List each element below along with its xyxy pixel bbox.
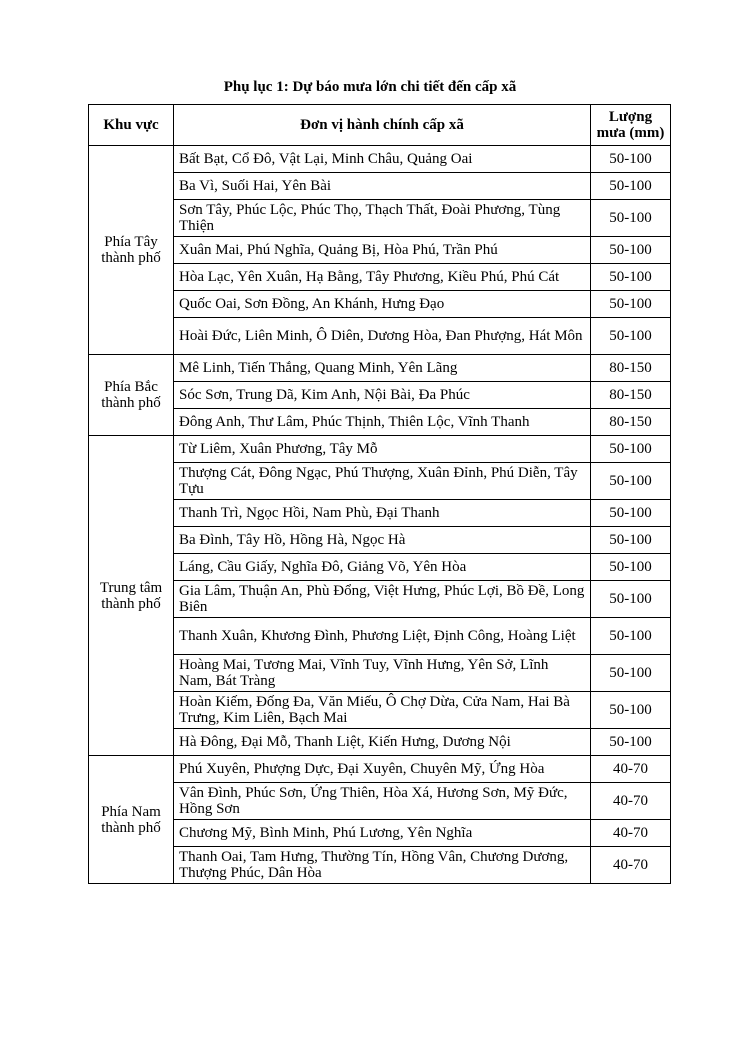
rainfall-cell: 50-100 xyxy=(591,581,671,618)
header-rainfall: Lượng mưa (mm) xyxy=(591,105,671,146)
communes-cell: Xuân Mai, Phú Nghĩa, Quảng Bị, Hòa Phú, Trần Phú xyxy=(174,237,591,264)
table-row xyxy=(89,409,671,436)
communes-cell: Đông Anh, Thư Lâm, Phúc Thịnh, Thiên Lộc, Vĩnh Thanh xyxy=(174,409,591,436)
communes-cell: Gia Lâm, Thuận An, Phù Đổng, Việt Hưng, Phúc Lợi, Bồ Đề, Long Biên xyxy=(174,581,591,618)
rainfall-cell: 50-100 xyxy=(591,436,671,463)
table-row xyxy=(89,655,671,692)
table-row xyxy=(89,291,671,318)
table-row xyxy=(89,527,671,554)
communes-cell: Vân Đình, Phúc Sơn, Ứng Thiên, Hòa Xá, Hương Sơn, Mỹ Đức, Hồng Sơn xyxy=(174,783,591,820)
communes-cell: Hòa Lạc, Yên Xuân, Hạ Bằng, Tây Phương, Kiều Phú, Phú Cát xyxy=(174,264,591,291)
rainfall-cell: 50-100 xyxy=(591,692,671,729)
table-header-row xyxy=(89,105,671,146)
rainfall-cell: 50-100 xyxy=(591,554,671,581)
communes-cell: Hoài Đức, Liên Minh, Ô Diên, Dương Hòa, Đan Phượng, Hát Môn xyxy=(174,318,591,355)
table-row xyxy=(89,173,671,200)
table-row xyxy=(89,382,671,409)
rainfall-cell: 50-100 xyxy=(591,500,671,527)
table-row xyxy=(89,847,671,884)
rainfall-cell: 50-100 xyxy=(591,463,671,500)
page-title: Phụ lục 1: Dự báo mưa lớn chi tiết đến cấp xã xyxy=(223,79,517,95)
rainfall-cell: 40-70 xyxy=(591,847,671,884)
rainfall-cell: 50-100 xyxy=(591,729,671,756)
table-row xyxy=(89,820,671,847)
table-row xyxy=(89,237,671,264)
communes-cell: Thanh Oai, Tam Hưng, Thường Tín, Hồng Vân, Chương Dương, Thượng Phúc, Dân Hòa xyxy=(174,847,591,884)
communes-cell: Thượng Cát, Đông Ngạc, Phú Thượng, Xuân Đỉnh, Phú Diễn, Tây Tựu xyxy=(174,463,591,500)
region-cell: Phía Nam thành phố xyxy=(89,756,174,884)
rainfall-cell: 50-100 xyxy=(591,291,671,318)
rainfall-cell: 50-100 xyxy=(591,527,671,554)
table-row xyxy=(89,692,671,729)
rainfall-cell: 50-100 xyxy=(591,146,671,173)
header-region: Khu vực xyxy=(89,105,174,146)
table-row xyxy=(89,554,671,581)
rainfall-cell: 50-100 xyxy=(591,200,671,237)
rainfall-cell: 50-100 xyxy=(591,618,671,655)
communes-cell: Thanh Xuân, Khương Đình, Phương Liệt, Định Công, Hoàng Liệt xyxy=(174,618,591,655)
rainfall-cell: 80-150 xyxy=(591,409,671,436)
communes-cell: Quốc Oai, Sơn Đồng, An Khánh, Hưng Đạo xyxy=(174,291,591,318)
rainfall-cell: 50-100 xyxy=(591,318,671,355)
rainfall-cell: 80-150 xyxy=(591,382,671,409)
rainfall-cell: 50-100 xyxy=(591,237,671,264)
communes-cell: Sóc Sơn, Trung Dã, Kim Anh, Nội Bài, Đa Phúc xyxy=(174,382,591,409)
table-row xyxy=(89,463,671,500)
table-row xyxy=(89,581,671,618)
communes-cell: Hà Đông, Đại Mỗ, Thanh Liệt, Kiến Hưng, Dương Nội xyxy=(174,729,591,756)
communes-cell: Ba Đình, Tây Hồ, Hồng Hà, Ngọc Hà xyxy=(174,527,591,554)
rainfall-cell: 40-70 xyxy=(591,783,671,820)
table-row xyxy=(89,618,671,655)
table-row xyxy=(89,146,671,173)
rainfall-cell: 40-70 xyxy=(591,820,671,847)
rainfall-cell: 40-70 xyxy=(591,756,671,783)
communes-cell: Hoàn Kiếm, Đống Đa, Văn Miếu, Ô Chợ Dừa, Cửa Nam, Hai Bà Trưng, Kim Liên, Bạch Mai xyxy=(174,692,591,729)
table-row xyxy=(89,264,671,291)
table-row xyxy=(89,318,671,355)
header-admin-unit: Đơn vị hành chính cấp xã xyxy=(174,105,591,146)
communes-cell: Từ Liêm, Xuân Phương, Tây Mỗ xyxy=(174,436,591,463)
communes-cell: Sơn Tây, Phúc Lộc, Phúc Thọ, Thạch Thất, Đoài Phương, Tùng Thiện xyxy=(174,200,591,237)
communes-cell: Mê Linh, Tiến Thắng, Quang Minh, Yên Lãng xyxy=(174,355,591,382)
table-row xyxy=(89,756,671,783)
communes-cell: Bất Bạt, Cổ Đô, Vật Lại, Minh Châu, Quảng Oai xyxy=(174,146,591,173)
table-row xyxy=(89,355,671,382)
region-cell: Phía Tây thành phố xyxy=(89,146,174,355)
region-cell: Trung tâm thành phố xyxy=(89,436,174,756)
table-row xyxy=(89,783,671,820)
table-row xyxy=(89,200,671,237)
communes-cell: Láng, Cầu Giấy, Nghĩa Đô, Giảng Võ, Yên Hòa xyxy=(174,554,591,581)
region-cell: Phía Bắc thành phố xyxy=(89,355,174,436)
communes-cell: Ba Vì, Suối Hai, Yên Bài xyxy=(174,173,591,200)
communes-cell: Hoàng Mai, Tương Mai, Vĩnh Tuy, Vĩnh Hưng, Yên Sở, Lĩnh Nam, Bát Tràng xyxy=(174,655,591,692)
communes-cell: Phú Xuyên, Phượng Dực, Đại Xuyên, Chuyên Mỹ, Ứng Hòa xyxy=(174,756,591,783)
rainfall-forecast-table xyxy=(88,104,671,884)
rainfall-cell: 80-150 xyxy=(591,355,671,382)
rainfall-cell: 50-100 xyxy=(591,264,671,291)
rainfall-cell: 50-100 xyxy=(591,173,671,200)
table-row xyxy=(89,729,671,756)
table-row xyxy=(89,436,671,463)
rainfall-cell: 50-100 xyxy=(591,655,671,692)
communes-cell: Thanh Trì, Ngọc Hồi, Nam Phù, Đại Thanh xyxy=(174,500,591,527)
table-row xyxy=(89,500,671,527)
communes-cell: Chương Mỹ, Bình Minh, Phú Lương, Yên Nghĩa xyxy=(174,820,591,847)
